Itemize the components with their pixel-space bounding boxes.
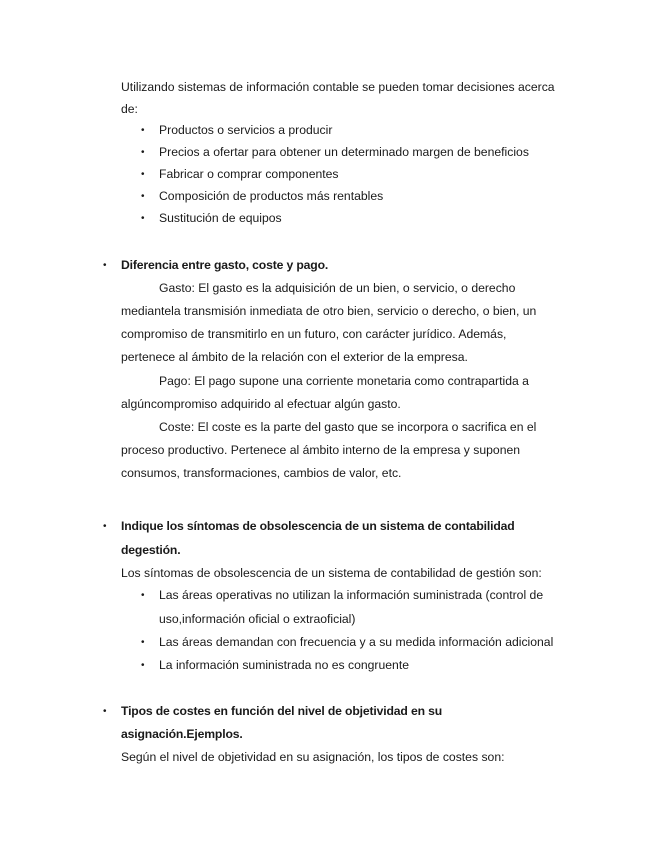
bullet-icon: • [141, 213, 145, 224]
list-item: Composición de productos más rentables [159, 189, 384, 203]
section-heading-line-2: degestión. [121, 543, 181, 557]
intro-line-1: Utilizando sistemas de información contable se pueden tomar decisiones acerca [121, 80, 555, 94]
pago-line-2: algúncompromiso adquirido al efectuar algún gasto. [121, 397, 401, 411]
list-item-line-2: uso,información oficial o extraoficial) [159, 612, 356, 626]
section-heading-line-2: asignación.Ejemplos. [121, 727, 243, 741]
bullet-icon: • [141, 191, 145, 202]
bullet-icon: • [141, 169, 145, 180]
list-item-line-1: Las áreas operativas no utilizan la información suministrada (control de [159, 588, 544, 602]
bullet-icon: • [103, 260, 107, 271]
section-heading-line-1: Indique los síntomas de obsolescencia de un sistema de contabilidad [121, 519, 515, 533]
section-heading-line-1: Tipos de costes en función del nivel de objetividad en su [121, 704, 443, 718]
gasto-line-3: compromiso de transmitirlo en un futuro, con carácter jurídico. Además, [121, 327, 507, 341]
bullet-icon: • [141, 637, 145, 648]
coste-line-2: proceso productivo. Pertenece al ámbito interno de la empresa y suponen [121, 443, 521, 457]
gasto-line-4: pertenece al ámbito de la relación con el exterior de la empresa. [121, 350, 468, 364]
coste-line-1: Coste: El coste es la parte del gasto que se incorpora o sacrifica en el [159, 420, 537, 434]
list-item: Las áreas demandan con frecuencia y a su medida información adicional [159, 635, 554, 649]
bullet-icon: • [141, 660, 145, 671]
list-item: Fabricar o comprar componentes [159, 167, 339, 181]
bullet-icon: • [141, 590, 145, 601]
gasto-line-2: mediantela transmisión inmediata de otro bien, servicio o derecho, o bien, un [121, 304, 537, 318]
list-item: La información suministrada no es congruente [159, 658, 409, 672]
intro-line-2: de: [121, 102, 138, 116]
section-intro: Según el nivel de objetividad en su asignación, los tipos de costes son: [121, 750, 505, 764]
list-item: Sustitución de equipos [159, 211, 282, 225]
list-item: Precios a ofertar para obtener un determinado margen de beneficios [159, 145, 529, 159]
bullet-icon: • [141, 125, 145, 136]
section-intro: Los síntomas de obsolescencia de un sistema de contabilidad de gestión son: [121, 566, 542, 580]
bullet-icon: • [103, 521, 107, 532]
coste-line-3: consumos, transformaciones, cambios de valor, etc. [121, 466, 402, 480]
pago-line-1: Pago: El pago supone una corriente monetaria como contrapartida a [159, 374, 529, 388]
bullet-icon: • [141, 147, 145, 158]
list-item: Productos o servicios a producir [159, 123, 333, 137]
bullet-icon: • [103, 706, 107, 717]
section-heading: Diferencia entre gasto, coste y pago. [121, 258, 329, 272]
gasto-line-1: Gasto: El gasto es la adquisición de un bien, o servicio, o derecho [159, 281, 516, 295]
